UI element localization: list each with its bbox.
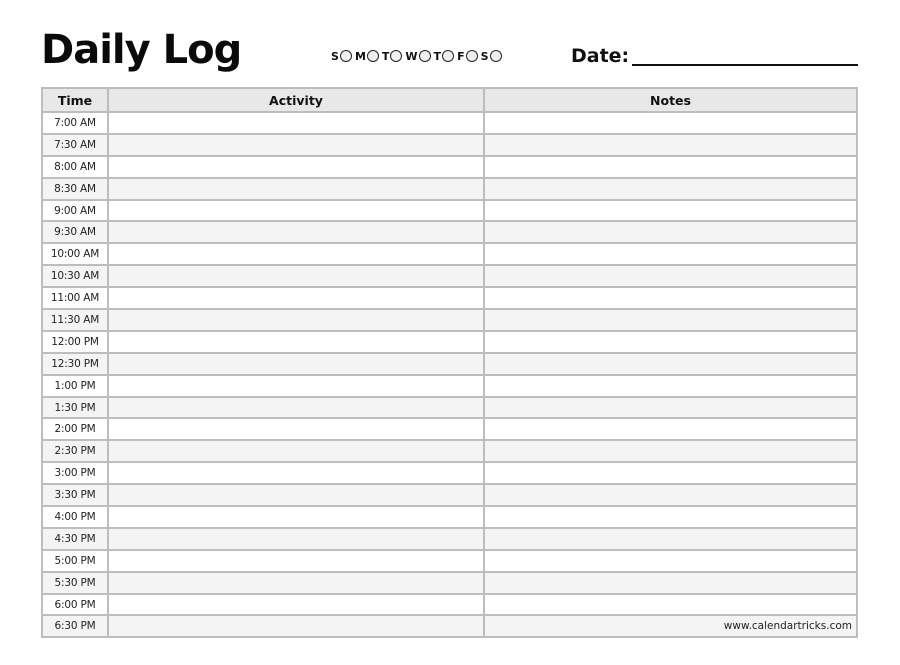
table-row — [43, 220, 856, 242]
table-row — [43, 242, 856, 264]
activity-cell[interactable] — [107, 310, 483, 330]
weekday-checkbox-circle[interactable] — [340, 50, 352, 62]
time-cell: 8:00 AM — [54, 160, 96, 173]
notes-cell[interactable] — [483, 507, 856, 527]
table-row — [43, 417, 856, 439]
activity-cell[interactable] — [107, 529, 483, 549]
activity-cell[interactable] — [107, 332, 483, 352]
activity-cell[interactable] — [107, 441, 483, 461]
notes-cell[interactable] — [483, 266, 856, 286]
weekday-option[interactable] — [355, 50, 382, 63]
time-cell: 8:30 AM — [54, 182, 96, 195]
time-cell: 9:00 AM — [54, 204, 96, 217]
notes-cell[interactable] — [483, 332, 856, 352]
notes-cell-website-credit[interactable]: www.calendartricks.com — [483, 616, 856, 636]
time-cell: 2:30 PM — [54, 445, 96, 458]
activity-cell[interactable] — [107, 135, 483, 155]
page-title: Daily Log — [41, 27, 242, 73]
time-cell: 7:30 AM — [54, 138, 96, 151]
time-cell: 1:00 PM — [54, 379, 96, 392]
weekday-selector — [331, 46, 505, 66]
time-cell: 12:30 PM — [51, 357, 99, 370]
notes-cell[interactable] — [483, 595, 856, 615]
table-row — [43, 614, 856, 636]
table-row — [43, 593, 856, 615]
activity-cell[interactable] — [107, 201, 483, 221]
weekday-option[interactable] — [405, 50, 433, 63]
weekday-option[interactable] — [457, 50, 481, 63]
activity-cell[interactable] — [107, 244, 483, 264]
weekday-letter: T — [381, 49, 390, 63]
table-row — [43, 527, 856, 549]
activity-cell[interactable] — [107, 463, 483, 483]
activity-cell[interactable] — [107, 113, 483, 133]
activity-cell[interactable] — [107, 485, 483, 505]
notes-cell[interactable] — [483, 310, 856, 330]
weekday-checkbox-circle[interactable] — [490, 50, 502, 62]
activity-cell[interactable] — [107, 179, 483, 199]
weekday-checkbox-circle[interactable] — [367, 50, 379, 62]
time-cell: 6:30 PM — [54, 620, 96, 633]
time-cell: 4:00 PM — [54, 510, 96, 523]
weekday-letter: W — [405, 49, 418, 63]
activity-cell[interactable] — [107, 595, 483, 615]
activity-cell[interactable] — [107, 398, 483, 418]
log-table — [41, 87, 858, 638]
time-cell: 11:30 AM — [50, 313, 100, 326]
table-row — [43, 439, 856, 461]
notes-cell[interactable] — [483, 354, 856, 374]
notes-cell[interactable] — [483, 288, 856, 308]
weekday-checkbox-circle[interactable] — [390, 50, 402, 62]
notes-cell[interactable] — [483, 135, 856, 155]
table-row — [43, 177, 856, 199]
activity-cell[interactable] — [107, 616, 483, 636]
notes-cell[interactable] — [483, 529, 856, 549]
time-cell: 10:00 AM — [50, 248, 100, 261]
table-row — [43, 374, 856, 396]
time-cell: 4:30 PM — [54, 532, 96, 545]
weekday-checkbox-circle[interactable] — [419, 50, 431, 62]
table-row — [43, 571, 856, 593]
time-cell: 11:00 AM — [50, 292, 100, 305]
notes-cell[interactable] — [483, 244, 856, 264]
activity-cell[interactable] — [107, 222, 483, 242]
weekday-letter: F — [457, 49, 465, 63]
notes-cell[interactable] — [483, 179, 856, 199]
weekday-checkbox-circle[interactable] — [466, 50, 478, 62]
table-row — [43, 483, 856, 505]
notes-cell[interactable] — [483, 463, 856, 483]
weekday-letter: S — [331, 49, 339, 63]
table-row — [43, 111, 856, 133]
notes-cell[interactable] — [483, 376, 856, 396]
weekday-option[interactable] — [434, 50, 458, 63]
time-cell: 5:00 PM — [54, 554, 96, 567]
activity-cell[interactable] — [107, 507, 483, 527]
time-cell: 7:00 AM — [54, 116, 96, 129]
column-header-activity: Activity — [107, 89, 483, 111]
table-row — [43, 155, 856, 177]
time-cell: 1:30 PM — [54, 401, 96, 414]
notes-cell[interactable] — [483, 485, 856, 505]
activity-cell[interactable] — [107, 376, 483, 396]
time-cell: 3:30 PM — [54, 489, 96, 502]
activity-cell[interactable] — [107, 419, 483, 439]
time-cell: 9:30 AM — [54, 226, 96, 239]
notes-cell[interactable] — [483, 419, 856, 439]
weekday-letter: M — [354, 49, 366, 63]
time-cell: 2:00 PM — [54, 423, 96, 436]
time-cell: 6:00 PM — [54, 598, 96, 611]
time-cell: 5:30 PM — [54, 576, 96, 589]
table-row — [43, 264, 856, 286]
activity-cell[interactable] — [107, 266, 483, 286]
table-row — [43, 461, 856, 483]
notes-cell[interactable] — [483, 441, 856, 461]
table-row — [43, 133, 856, 155]
notes-cell[interactable] — [483, 222, 856, 242]
date-field[interactable] — [632, 64, 858, 66]
table-row — [43, 308, 856, 330]
table-row — [43, 396, 856, 418]
time-cell: 12:00 PM — [51, 335, 99, 348]
activity-cell[interactable] — [107, 354, 483, 374]
weekday-option[interactable] — [382, 50, 406, 63]
table-header — [43, 89, 856, 111]
column-header-time: Time — [57, 92, 93, 108]
activity-cell[interactable] — [107, 157, 483, 177]
activity-cell[interactable] — [107, 573, 483, 593]
notes-cell[interactable] — [483, 157, 856, 177]
notes-cell[interactable] — [483, 113, 856, 133]
notes-cell[interactable] — [483, 573, 856, 593]
weekday-option[interactable] — [481, 50, 505, 63]
weekday-checkbox-circle[interactable] — [442, 50, 454, 62]
table-row — [43, 330, 856, 352]
activity-cell[interactable] — [107, 551, 483, 571]
table-row — [43, 352, 856, 374]
notes-cell[interactable] — [483, 398, 856, 418]
time-cell: 10:30 AM — [50, 270, 100, 283]
activity-cell[interactable] — [107, 288, 483, 308]
notes-cell[interactable] — [483, 201, 856, 221]
date-label: Date: — [571, 45, 630, 67]
table-row — [43, 549, 856, 571]
weekday-option[interactable] — [331, 50, 355, 63]
table-row — [43, 505, 856, 527]
table-row — [43, 286, 856, 308]
weekday-letter: S — [480, 49, 489, 63]
column-header-notes: Notes — [483, 89, 856, 111]
table-row — [43, 199, 856, 221]
time-cell: 3:00 PM — [54, 467, 96, 480]
weekday-letter: T — [433, 49, 442, 63]
notes-cell[interactable] — [483, 551, 856, 571]
